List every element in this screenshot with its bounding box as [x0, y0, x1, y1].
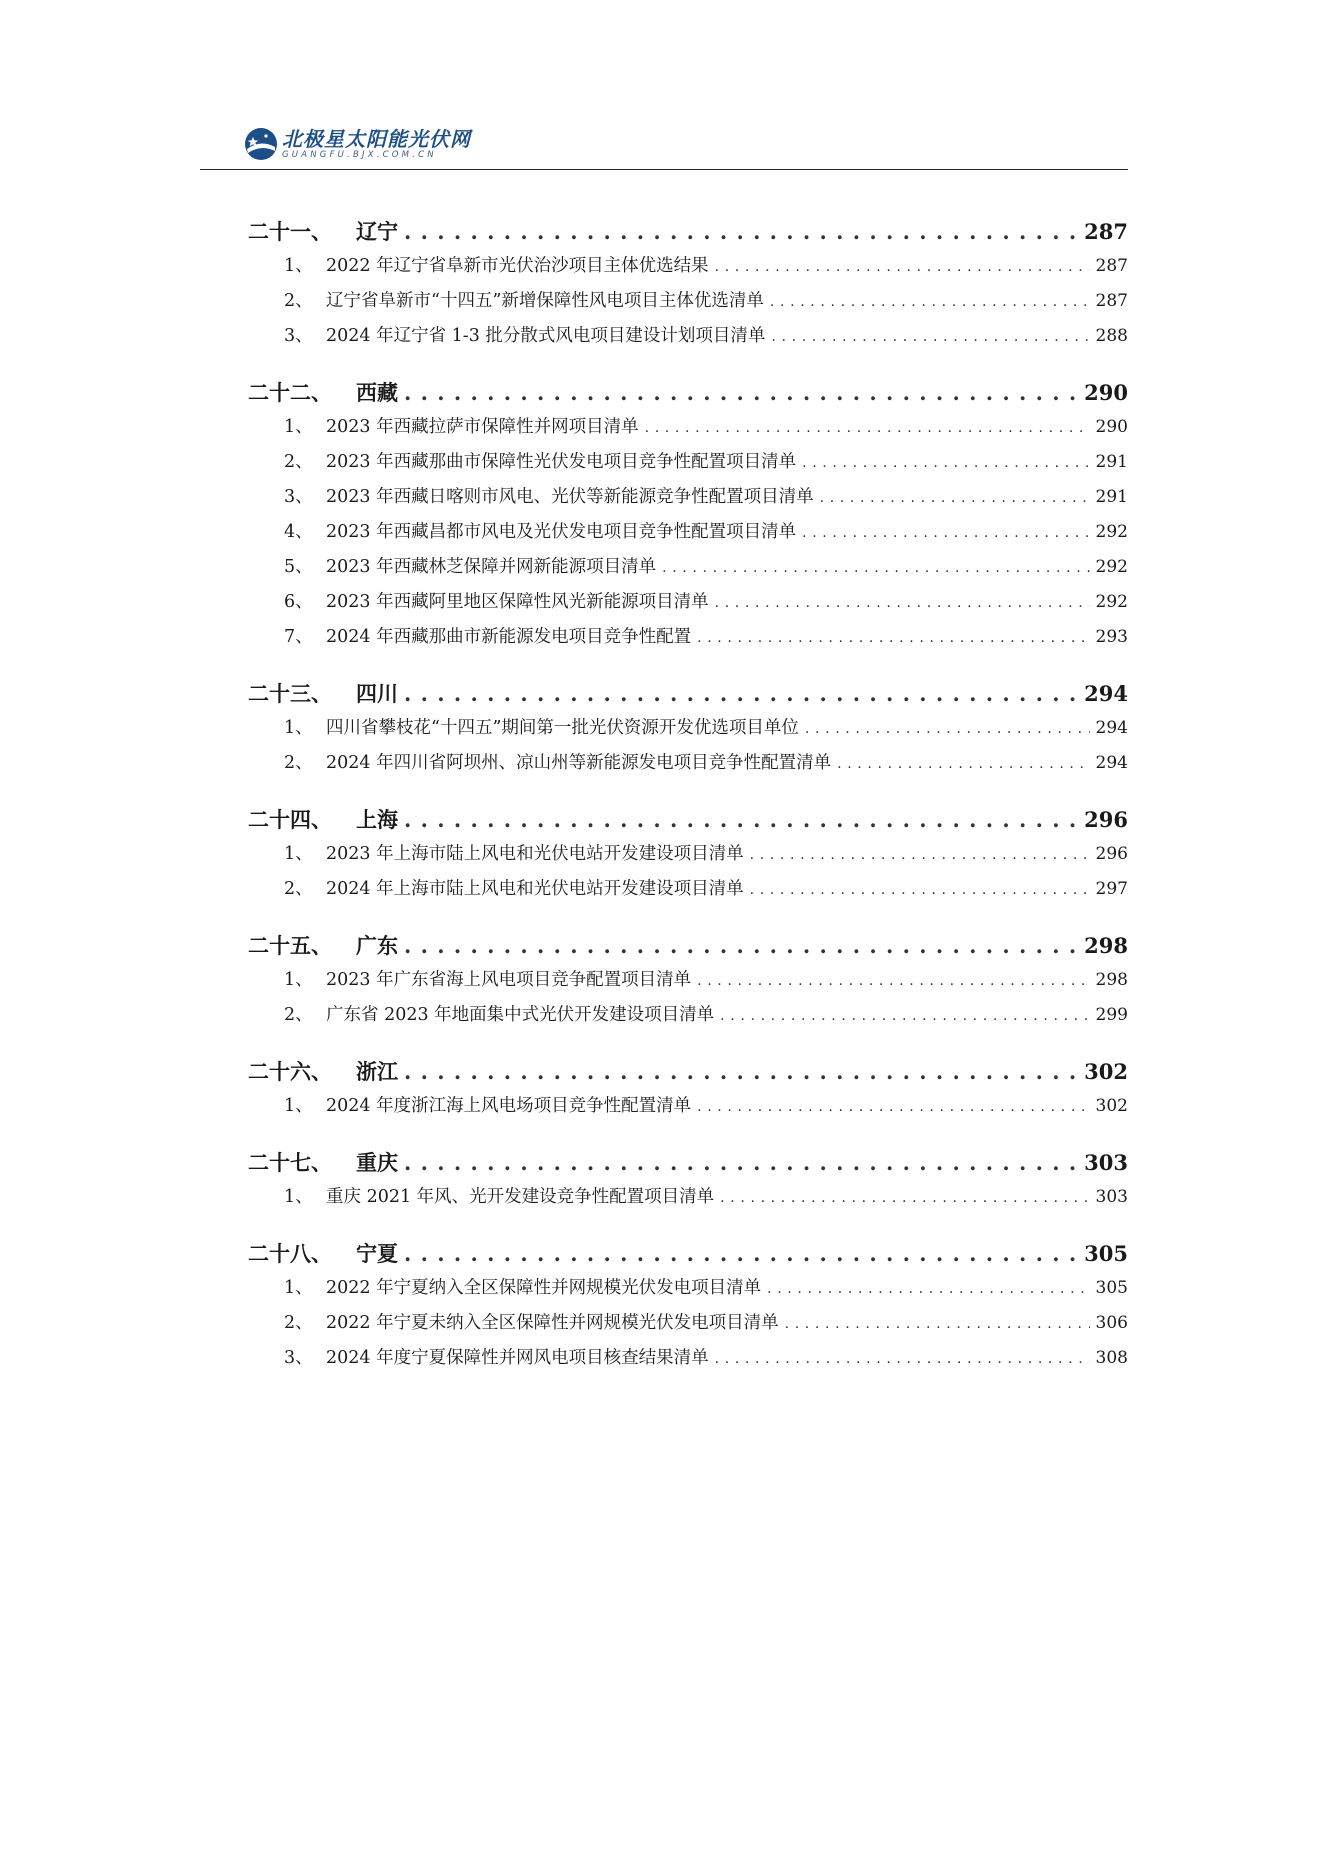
dot-leader	[404, 219, 1078, 244]
toc-item[interactable]	[248, 875, 1128, 910]
item-page-number: 305	[1095, 1278, 1128, 1298]
section-number: 二十七、	[248, 1150, 332, 1175]
dot-leader	[750, 882, 1090, 898]
dot-leader	[404, 1150, 1078, 1175]
section-number: 二十五、	[248, 933, 332, 958]
section-name: 辽宁	[356, 219, 398, 244]
toc-section-heading[interactable]	[248, 804, 1128, 838]
item-page-number: 294	[1095, 753, 1128, 773]
item-number: 1、	[284, 1096, 313, 1116]
dot-leader	[404, 807, 1078, 832]
logo-title: 北极星太阳能光伏网	[282, 126, 471, 151]
header-logo	[244, 124, 471, 164]
item-title: 2023 年西藏拉萨市保障性并网项目清单	[326, 417, 639, 437]
item-page-number: 292	[1095, 592, 1128, 612]
item-page-number: 297	[1095, 879, 1128, 899]
item-number: 2、	[284, 753, 313, 773]
toc-section	[248, 930, 1128, 1036]
item-page-number: 291	[1095, 487, 1128, 507]
item-page-number: 306	[1095, 1313, 1128, 1333]
section-number: 二十三、	[248, 681, 332, 706]
item-page-number: 308	[1095, 1348, 1128, 1368]
toc-item[interactable]	[248, 714, 1128, 749]
toc-item[interactable]	[248, 966, 1128, 1001]
item-number: 1、	[284, 970, 313, 990]
item-page-number: 294	[1095, 718, 1128, 738]
toc-item[interactable]	[248, 448, 1128, 483]
toc-item[interactable]	[248, 749, 1128, 784]
toc-section-heading[interactable]	[248, 1056, 1128, 1090]
item-page-number: 292	[1095, 557, 1128, 577]
dot-leader	[770, 294, 1090, 310]
toc-section	[248, 1056, 1128, 1127]
toc-item[interactable]	[248, 1183, 1128, 1218]
item-number: 3、	[284, 487, 313, 507]
item-number: 5、	[284, 557, 313, 577]
toc-section-heading[interactable]	[248, 1238, 1128, 1272]
item-number: 3、	[284, 326, 313, 346]
dot-leader	[820, 490, 1090, 506]
toc-section	[248, 1147, 1128, 1218]
dot-leader	[715, 595, 1090, 611]
toc-item[interactable]	[248, 623, 1128, 658]
item-title: 重庆 2021 年风、光开发建设竞争性配置项目清单	[326, 1187, 715, 1207]
toc-item[interactable]	[248, 1309, 1128, 1344]
item-page-number: 296	[1095, 844, 1128, 864]
section-page-number: 296	[1084, 807, 1128, 832]
item-number: 7、	[284, 627, 313, 647]
dot-leader	[662, 560, 1089, 576]
dot-leader	[771, 329, 1089, 345]
item-title: 2023 年西藏昌都市风电及光伏发电项目竞争性配置项目清单	[326, 522, 797, 542]
dot-leader	[404, 380, 1078, 405]
item-title: 2024 年四川省阿坝州、凉山州等新能源发电项目竞争性配置清单	[326, 753, 832, 773]
section-name: 宁夏	[356, 1241, 398, 1266]
toc-item[interactable]	[248, 588, 1128, 623]
dot-leader	[805, 721, 1090, 737]
toc-section	[248, 377, 1128, 658]
item-title: 2023 年西藏那曲市保障性光伏发电项目竞争性配置项目清单	[326, 452, 797, 472]
item-title: 2022 年辽宁省阜新市光伏治沙项目主体优选结果	[326, 256, 709, 276]
item-number: 1、	[284, 844, 313, 864]
item-number: 1、	[284, 417, 313, 437]
item-number: 2、	[284, 879, 313, 899]
item-number: 6、	[284, 592, 313, 612]
toc-section-heading[interactable]	[248, 930, 1128, 964]
section-name: 浙江	[356, 1059, 398, 1084]
item-title: 2023 年西藏阿里地区保障性风光新能源项目清单	[326, 592, 709, 612]
section-number: 二十四、	[248, 807, 332, 832]
item-number: 1、	[284, 718, 313, 738]
section-page-number: 298	[1084, 933, 1128, 958]
dot-leader	[720, 1190, 1089, 1206]
table-of-contents	[248, 216, 1128, 1399]
item-title: 2023 年西藏日喀则市风电、光伏等新能源竞争性配置项目清单	[326, 487, 814, 507]
item-page-number: 287	[1095, 291, 1128, 311]
item-number: 1、	[284, 1187, 313, 1207]
item-number: 2、	[284, 1005, 313, 1025]
toc-item[interactable]	[248, 1092, 1128, 1127]
section-page-number: 303	[1084, 1150, 1128, 1175]
dot-leader	[404, 681, 1078, 706]
section-name: 西藏	[356, 380, 398, 405]
item-title: 2022 年宁夏未纳入全区保障性并网规模光伏发电项目清单	[326, 1313, 779, 1333]
dot-leader	[802, 455, 1089, 471]
section-page-number: 287	[1084, 219, 1128, 244]
item-title: 2023 年上海市陆上风电和光伏电站开发建设项目清单	[326, 844, 744, 864]
section-name: 广东	[356, 933, 398, 958]
item-page-number: 298	[1095, 970, 1128, 990]
logo-url: GUANGFU.BJX.COM.CN	[282, 149, 437, 160]
toc-section	[248, 1238, 1128, 1379]
toc-section	[248, 678, 1128, 784]
toc-section-heading[interactable]	[248, 377, 1128, 411]
dot-leader	[697, 973, 1089, 989]
dot-leader	[697, 1099, 1089, 1115]
item-page-number: 287	[1095, 256, 1128, 276]
dot-leader	[767, 1281, 1089, 1297]
toc-item[interactable]	[248, 287, 1128, 322]
toc-item[interactable]	[248, 840, 1128, 875]
section-number: 二十六、	[248, 1059, 332, 1084]
dot-leader	[404, 933, 1078, 958]
toc-section	[248, 804, 1128, 910]
item-page-number: 299	[1095, 1005, 1128, 1025]
header-divider	[200, 169, 1128, 170]
dot-leader	[645, 420, 1090, 436]
toc-item[interactable]	[248, 252, 1128, 287]
item-title: 广东省 2023 年地面集中式光伏开发建设项目清单	[326, 1005, 715, 1025]
item-title: 2024 年西藏那曲市新能源发电项目竞争性配置	[326, 627, 692, 647]
dot-leader	[404, 1059, 1078, 1084]
item-number: 2、	[284, 1313, 313, 1333]
item-page-number: 288	[1095, 326, 1128, 346]
section-page-number: 302	[1084, 1059, 1128, 1084]
toc-item[interactable]	[248, 1001, 1128, 1036]
toc-section-heading[interactable]	[248, 1147, 1128, 1181]
item-title: 四川省攀枝花“十四五”期间第一批光伏资源开发优选项目单位	[326, 718, 799, 738]
section-name: 四川	[356, 681, 398, 706]
item-number: 1、	[284, 1278, 313, 1298]
dot-leader	[715, 1351, 1090, 1367]
dot-leader	[785, 1316, 1090, 1332]
section-page-number: 290	[1084, 380, 1128, 405]
polaris-logo-icon	[244, 127, 278, 161]
section-page-number: 305	[1084, 1241, 1128, 1266]
item-title: 2024 年度浙江海上风电场项目竞争性配置清单	[326, 1096, 692, 1116]
item-title: 辽宁省阜新市“十四五”新增保障性风电项目主体优选清单	[326, 291, 764, 311]
toc-item[interactable]	[248, 322, 1128, 357]
toc-section-heading[interactable]	[248, 678, 1128, 712]
dot-leader	[750, 847, 1090, 863]
item-title: 2022 年宁夏纳入全区保障性并网规模光伏发电项目清单	[326, 1278, 762, 1298]
toc-item[interactable]	[248, 553, 1128, 588]
dot-leader	[697, 630, 1089, 646]
section-name: 上海	[356, 807, 398, 832]
dot-leader	[802, 525, 1089, 541]
item-number: 1、	[284, 256, 313, 276]
item-title: 2024 年度宁夏保障性并网风电项目核查结果清单	[326, 1348, 709, 1368]
dot-leader	[837, 756, 1089, 772]
item-page-number: 293	[1095, 627, 1128, 647]
section-number: 二十一、	[248, 219, 332, 244]
section-number: 二十二、	[248, 380, 332, 405]
toc-item[interactable]	[248, 413, 1128, 448]
section-name: 重庆	[356, 1150, 398, 1175]
item-page-number: 302	[1095, 1096, 1128, 1116]
toc-item[interactable]	[248, 1344, 1128, 1379]
item-number: 2、	[284, 291, 313, 311]
item-title: 2023 年广东省海上风电项目竞争配置项目清单	[326, 970, 692, 990]
item-number: 3、	[284, 1348, 313, 1368]
dot-leader	[404, 1241, 1078, 1266]
item-page-number: 292	[1095, 522, 1128, 542]
item-number: 4、	[284, 522, 313, 542]
dot-leader	[720, 1008, 1089, 1024]
item-page-number: 291	[1095, 452, 1128, 472]
item-title: 2024 年辽宁省 1-3 批分散式风电项目建设计划项目清单	[326, 326, 766, 346]
item-page-number: 290	[1095, 417, 1128, 437]
item-title: 2023 年西藏林芝保障并网新能源项目清单	[326, 557, 657, 577]
item-page-number: 303	[1095, 1187, 1128, 1207]
toc-item[interactable]	[248, 1274, 1128, 1309]
section-page-number: 294	[1084, 681, 1128, 706]
toc-item[interactable]	[248, 483, 1128, 518]
toc-item[interactable]	[248, 518, 1128, 553]
toc-section	[248, 216, 1128, 357]
section-number: 二十八、	[248, 1241, 332, 1266]
toc-section-heading[interactable]	[248, 216, 1128, 250]
dot-leader	[715, 259, 1090, 275]
item-number: 2、	[284, 452, 313, 472]
item-title: 2024 年上海市陆上风电和光伏电站开发建设项目清单	[326, 879, 744, 899]
